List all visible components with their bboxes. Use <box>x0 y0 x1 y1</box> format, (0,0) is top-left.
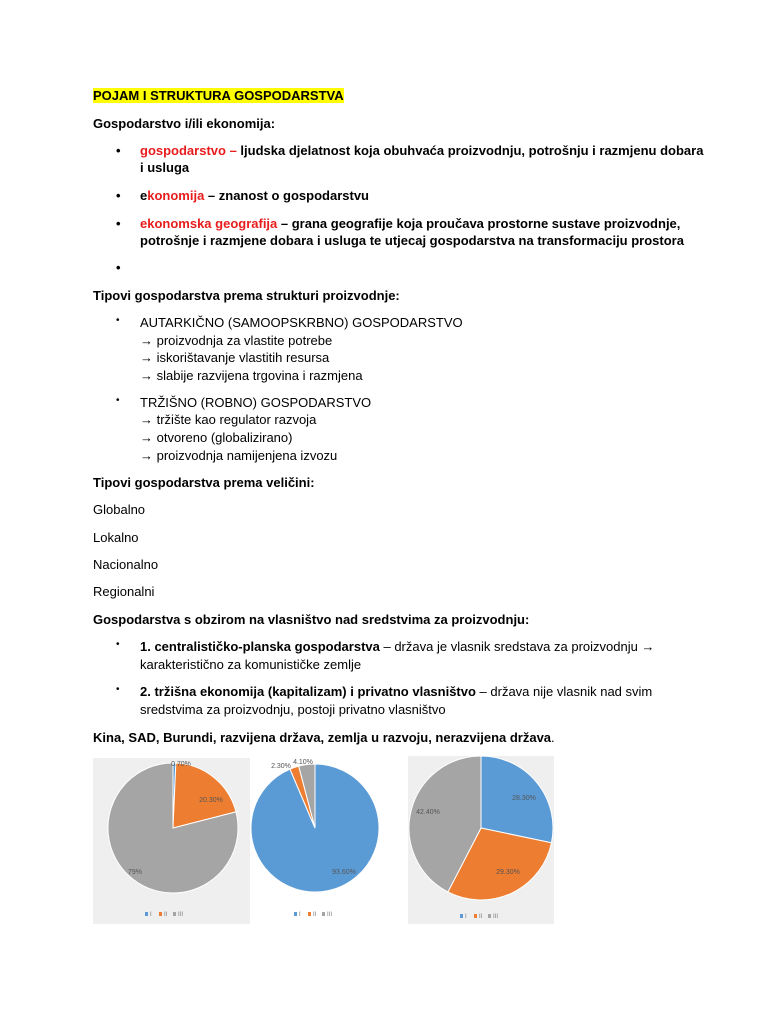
type-autarkicno: AUTARKIČNO (SAMOOPSKRBNO) GOSPODARSTVO <box>140 315 463 330</box>
data-label: 20.30% <box>199 797 223 804</box>
countries-line <box>93 730 555 745</box>
bullet: • <box>116 315 120 326</box>
term-ekonomija: konomija <box>147 188 205 203</box>
ownership-item-2 <box>140 684 652 699</box>
ownership-text: – država je vlasnik sredstava za proizvodnju → <box>379 639 655 654</box>
data-label: 0.70% <box>171 761 191 768</box>
definition-text: ljudska djelatnost koja obuhvaća proizvodnju, potrošnju i razmjenu dobara <box>236 143 704 158</box>
legend-swatch <box>308 912 311 916</box>
term-ekonomska-geografija: ekonomska geografija <box>140 216 278 231</box>
pie-chart-2-svg <box>250 758 382 924</box>
definition-text-continued: potrošnje i razmjene dobara i usluga te utjecaj gospodarstva na transformaciju prostora <box>140 233 684 248</box>
term-gospodarstvo: gospodarstvo – <box>140 143 237 158</box>
definition-item-gospodarstvo <box>140 143 703 158</box>
type-sub-item: → tržište kao regulator razvoja <box>140 412 317 427</box>
ownership-text-continued: karakteristično za komunističke zemlje <box>140 657 362 672</box>
legend-swatch <box>488 914 491 918</box>
size-heading: Tipovi gospodarstva prema veličini: <box>93 475 315 490</box>
definition-text: – znanost o gospodarstvu <box>204 188 369 203</box>
data-label: 79% <box>127 869 143 876</box>
legend-swatch <box>173 912 176 916</box>
legend-swatch <box>460 914 463 918</box>
type-sub-item: → proizvodnja namijenjena izvozu <box>140 448 338 463</box>
size-item-regionalni: Regionalni <box>93 584 155 599</box>
legend-swatch <box>474 914 477 918</box>
legend-label: I <box>465 914 467 920</box>
bullet: • <box>116 188 121 203</box>
type-sub-item: → otvoreno (globalizirano) <box>140 430 293 445</box>
legend-label: II <box>313 912 317 918</box>
ownership-text-continued: sredstvima za proizvodnju, postoji privatno vlasništvo <box>140 702 446 717</box>
data-label: 4.10% <box>293 759 313 766</box>
legend-swatch <box>145 912 148 916</box>
data-label: 93.60% <box>332 869 356 876</box>
ownership-text: – država nije vlasnik nad svim <box>475 684 653 699</box>
size-item-globalno: Globalno <box>93 502 146 517</box>
ownership-term: 2. tržišna ekonomija (kapitalizam) i privatno vlasništvo <box>140 684 476 699</box>
size-item-lokalno: Lokalno <box>93 530 139 545</box>
type-sub-item: → iskorištavanje vlastitih resursa <box>140 350 330 365</box>
type-sub-item: → slabije razvijena trgovina i razmjena <box>140 368 363 383</box>
bullet: • <box>116 684 120 695</box>
bullet: • <box>116 216 121 231</box>
type-sub-item: → proizvodnja za vlastite potrebe <box>140 333 333 348</box>
legend-label: III <box>327 912 333 918</box>
term-prefix: e <box>140 188 148 203</box>
legend-label: I <box>299 912 301 918</box>
definition-text: – grana geografije koja proučava prostorne sustave proizvodnje, <box>277 216 681 231</box>
empty-bullet: • <box>116 260 121 275</box>
data-label: 29.30% <box>496 869 520 876</box>
pie-chart-2 <box>250 758 382 924</box>
legend-label: I <box>150 912 152 918</box>
legend-label: III <box>178 912 184 918</box>
ownership-term: 1. centralističko-planska gospodarstva <box>140 639 380 654</box>
bullet: • <box>116 639 120 650</box>
definition-heading: Gospodarstvo i/ili ekonomija: <box>93 116 276 131</box>
pie-chart-1-svg <box>93 758 255 924</box>
pie-chart-3 <box>408 756 554 924</box>
legend-label: II <box>164 912 168 918</box>
page-title <box>93 88 344 103</box>
definition-item-ekonomija <box>140 188 369 203</box>
legend-swatch <box>322 912 325 916</box>
countries-period: . <box>551 730 555 745</box>
ownership-item-1 <box>140 639 654 654</box>
data-label: 2.30% <box>271 763 291 770</box>
size-item-nacionalno: Nacionalno <box>93 557 159 572</box>
countries-list: Kina, SAD, Burundi, razvijena država, zemlja u razvoju, nerazvijena država <box>93 730 552 745</box>
legend-swatch <box>159 912 162 916</box>
definition-text-continued: i usluga <box>140 160 190 175</box>
data-label: 42.40% <box>416 809 440 816</box>
type-trzisno: TRŽIŠNO (ROBNO) GOSPODARSTVO <box>140 395 372 410</box>
bullet: • <box>116 143 121 158</box>
pie-chart-3-svg <box>408 756 554 924</box>
bullet: • <box>116 395 120 406</box>
data-label: 28.30% <box>512 795 536 802</box>
legend-swatch <box>294 912 297 916</box>
legend-label: III <box>493 914 499 920</box>
title-highlight: POJAM I STRUKTURA GOSPODARSTVA <box>93 88 344 103</box>
legend-label: II <box>479 914 483 920</box>
types-heading: Tipovi gospodarstva prema strukturi proizvodnje: <box>93 288 400 303</box>
definition-item-ekonomska-geografija <box>140 216 680 231</box>
pie-chart-1 <box>93 758 255 924</box>
ownership-heading: Gospodarstva s obzirom na vlasništvo nad sredstvima za proizvodnju: <box>93 612 530 627</box>
